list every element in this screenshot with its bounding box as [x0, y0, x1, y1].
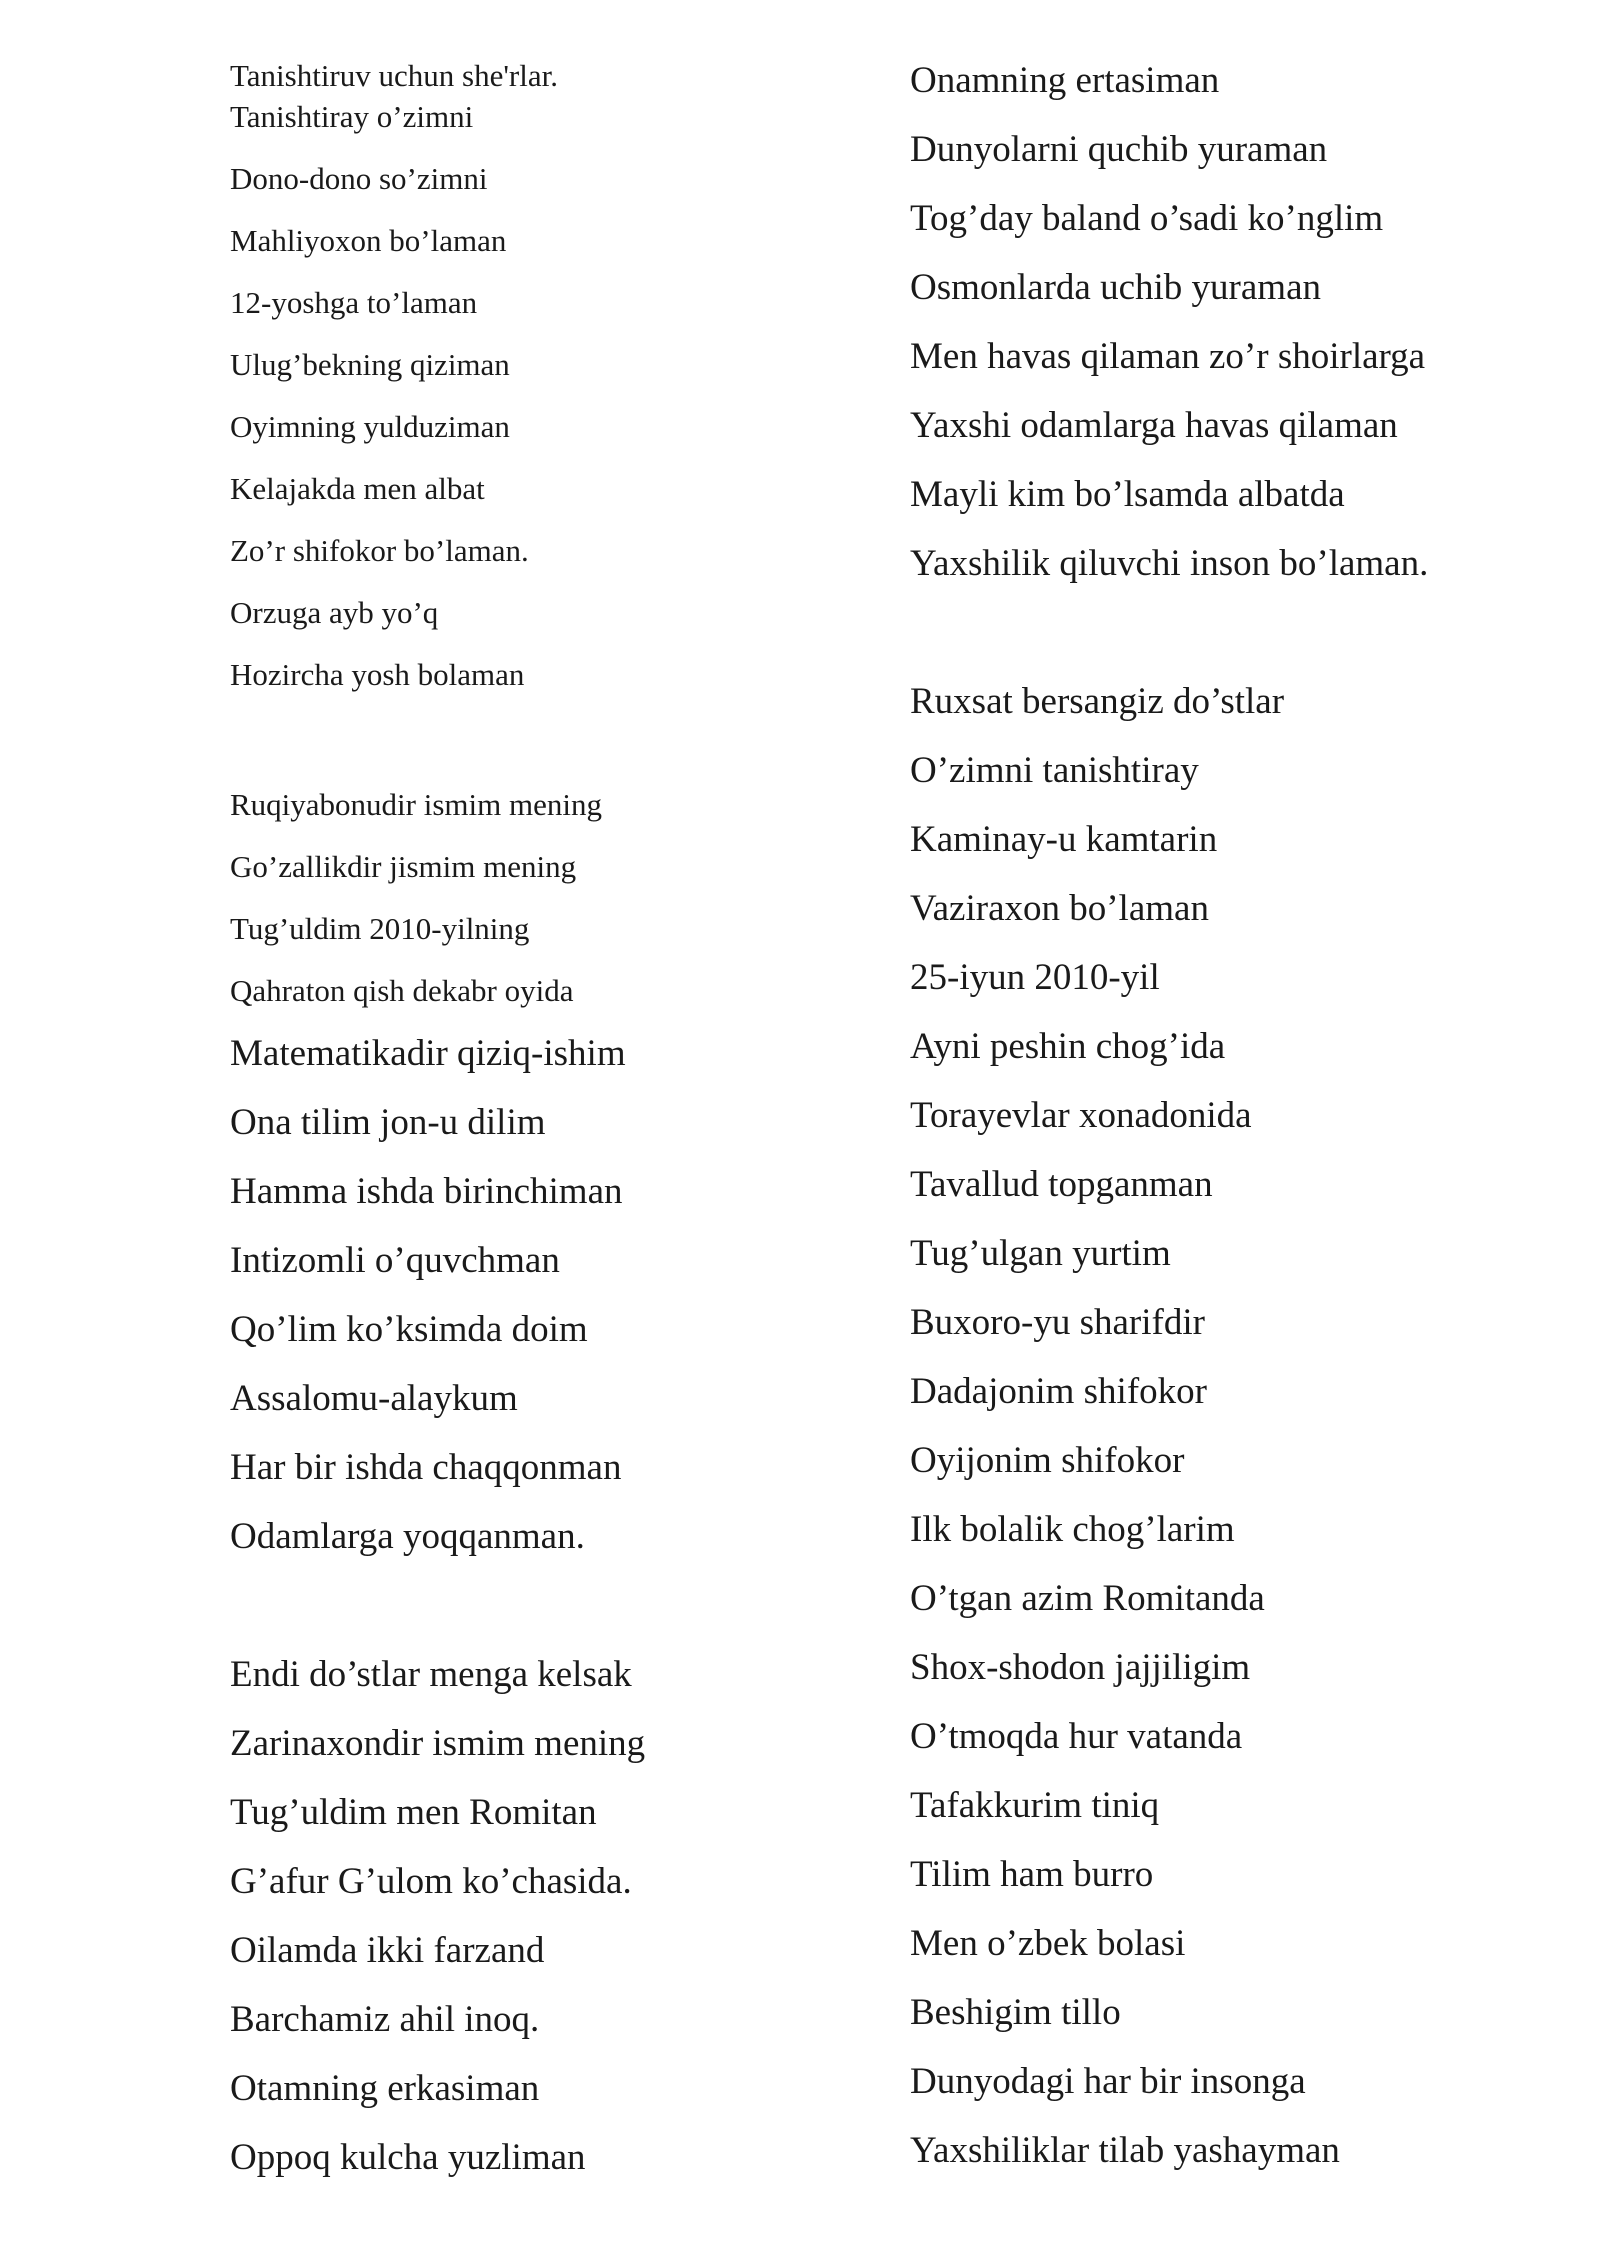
poem-line: Dunyodagi har bir insonga	[910, 2061, 1306, 2102]
poem-line: Oyimning yulduziman	[230, 409, 510, 444]
poem-line: Dono-dono so’zimni	[230, 161, 488, 196]
poem-line: Osmonlarda uchib yuraman	[910, 267, 1321, 308]
poem-line: G’afur G’ulom ko’chasida.	[230, 1861, 632, 1902]
poem-line: Endi do’stlar menga kelsak	[230, 1654, 632, 1695]
poem-line: Oppoq kulcha yuzliman	[230, 2137, 586, 2178]
poem-line: Mahliyoxon bo’laman	[230, 223, 507, 258]
poem-line: 12-yoshga to’laman	[230, 285, 478, 320]
poem-line: Torayevlar xonadonida	[910, 1095, 1252, 1136]
poem-line: O’tmoqda hur vatanda	[910, 1716, 1243, 1757]
poem-line: Zo’r shifokor bo’laman.	[230, 533, 529, 568]
poem-line: O’zimni tanishtiray	[910, 750, 1199, 791]
poem-line: O’tgan azim Romitanda	[910, 1578, 1265, 1619]
poem-line: Orzuga ayb yo’q	[230, 595, 439, 630]
poem-line: Tug’ulgan yurtim	[910, 1233, 1171, 1274]
poem-line: Qahraton qish dekabr oyida	[230, 973, 574, 1008]
poem-line: Onamning ertasiman	[910, 60, 1220, 101]
poem-line: Buxoro-yu sharifdir	[910, 1302, 1205, 1343]
poem-line: Mayli kim bo’lsamda albatda	[910, 474, 1345, 515]
poem-line: Kelajakda men albat	[230, 471, 485, 506]
poem-line: Go’zallikdir jismim mening	[230, 849, 577, 884]
poem-line: Barchamiz ahil inoq.	[230, 1999, 540, 2040]
poem-line: Tavallud topganman	[910, 1164, 1213, 1205]
poem-line: Ona tilim jon-u dilim	[230, 1102, 546, 1143]
poem-line: Intizomli o’quvchman	[230, 1240, 560, 1281]
poem-line: Ayni peshin chog’ida	[910, 1026, 1226, 1067]
poem-line: Tilim ham burro	[910, 1854, 1154, 1895]
poem-line: Shox-shodon jajjiligim	[910, 1647, 1251, 1688]
poem-line: Qo’lim ko’ksimda doim	[230, 1309, 588, 1350]
poem-line: Ilk bolalik chog’larim	[910, 1509, 1235, 1550]
poem-line: Zarinaxondir ismim mening	[230, 1723, 646, 1764]
poem-line: Oyijonim shifokor	[910, 1440, 1185, 1481]
poem-line: Yaxshiliklar tilab yashayman	[910, 2130, 1340, 2171]
poem-line: Odamlarga yoqqanman.	[230, 1516, 585, 1557]
poem-line: Tanishtiray o’zimni	[230, 99, 474, 134]
poem-line: Hozircha yosh bolaman	[230, 657, 525, 692]
poem-line: Hamma ishda birinchiman	[230, 1171, 623, 1212]
poem-line: Men havas qilaman zo’r shoirlarga	[910, 336, 1426, 377]
poem-line: Tug’uldim men Romitan	[230, 1792, 597, 1833]
poem-line: Dunyolarni quchib yuraman	[910, 129, 1328, 170]
poem-line: Beshigim tillo	[910, 1992, 1121, 2033]
poem-line: Tog’day baland o’sadi ko’nglim	[910, 198, 1384, 239]
poem-line: Oilamda ikki farzand	[230, 1930, 545, 1971]
poem-line: Kaminay-u kamtarin	[910, 819, 1218, 860]
poem-line: Yaxshi odamlarga havas qilaman	[910, 405, 1398, 446]
poem-line: Vaziraxon bo’laman	[910, 888, 1209, 929]
poem-line: Dadajonim shifokor	[910, 1371, 1207, 1412]
poem-line: Ruxsat bersangiz do’stlar	[910, 681, 1285, 722]
poem-line: Ulug’bekning qiziman	[230, 347, 510, 382]
poem-heading: Tanishtiruv uchun she'rlar.	[230, 58, 558, 93]
poem-line: Matematikadir qiziq-ishim	[230, 1033, 626, 1074]
poem-line: Otamning erkasiman	[230, 2068, 540, 2109]
poem-line: Yaxshilik qiluvchi inson bo’laman.	[910, 543, 1429, 584]
poem-line: 25-iyun 2010-yil	[910, 957, 1160, 998]
poem-line: Men o’zbek bolasi	[910, 1923, 1186, 1964]
poem-line: Har bir ishda chaqqonman	[230, 1447, 622, 1488]
poem-line: Assalomu-alaykum	[230, 1378, 518, 1419]
poem-line: Tug’uldim 2010-yilning	[230, 911, 530, 946]
poem-line: Tafakkurim tiniq	[910, 1785, 1160, 1826]
poem-line: Ruqiyabonudir ismim mening	[230, 787, 602, 822]
